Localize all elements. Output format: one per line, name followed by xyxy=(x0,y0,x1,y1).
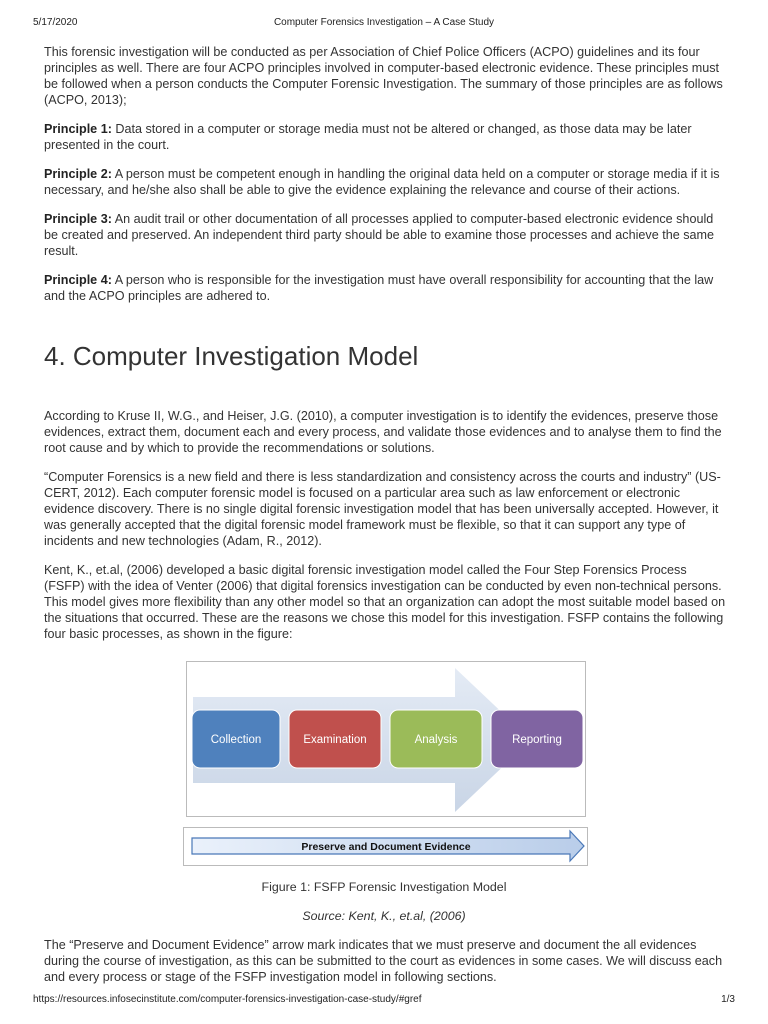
closing-paragraph: The “Preserve and Document Evidence” arrow mark indicates that we must preserve and document the all evidences during the course of investigation, as this can be submitted to the court as evidences in some cases. We will discuss each and every process or stage of the FSFP investigation model in following sections. xyxy=(44,938,723,984)
step-collection xyxy=(192,710,280,768)
principle-4-label: Principle 4: xyxy=(44,273,112,287)
principle-1-text: Data stored in a computer or storage media must not be altered or changed, as those data may be later presented in the court. xyxy=(44,122,692,152)
step-examination-label: Examination xyxy=(303,734,367,746)
footer-page-number: 1/3 xyxy=(721,994,735,1005)
paragraph-kent: Kent, K., et.al, (2006) developed a basic digital forensic investigation model called the Four Step Forensics Process (FSFP) with the idea of Venter (2006) that digital forensics investigation can be conducted by even non-technical persons. This model gives more flexibility than any other model so that an organization can adopt the most suitable model based on the situations that occurred. These are the reasons we chose this model for this investigation. FSFP contains the following four basic processes, as shown in the figure: xyxy=(44,563,726,641)
principle-3 xyxy=(44,211,728,259)
figure-caption: Figure 1: FSFP Forensic Investigation Model xyxy=(261,880,507,894)
step-analysis xyxy=(390,710,482,768)
principle-2 xyxy=(44,166,728,198)
header-date: 5/17/2020 xyxy=(33,17,78,28)
preserve-evidence-figure xyxy=(183,827,588,866)
principle-3-text: An audit trail or other documentation of all processes applied to computer-based electronic evidence should be created and preserved. An independent third party should be able to examine those processes and achieve the same result. xyxy=(44,212,715,258)
step-reporting xyxy=(491,710,583,768)
intro-paragraph: This forensic investigation will be conducted as per Association of Chief Police Officers (ACPO) guidelines and its four principles as well. There are four ACPO principles involved in computer-based electronic evidence. These principles must be followed when a person conducts the Computer Forensic Investigation. The summary of those principles are as follows (ACPO, 2013); xyxy=(44,45,723,107)
closing-section xyxy=(44,937,728,998)
footer-url[interactable]: https://resources.infosecinstitute.com/computer-forensics-investigation-case-study/#gref xyxy=(33,994,422,1005)
principle-2-label: Principle 2: xyxy=(44,167,112,181)
principle-1 xyxy=(44,121,728,153)
preserve-evidence-label: Preserve and Document Evidence xyxy=(301,841,471,853)
paragraph-us-cert: “Computer Forensics is a new field and there is less standardization and consistency across the courts and industry” (US-CERT, 2012). Each computer forensic model is focused on a particular area such as law enforcement or electronic evidence discovery. There is no single digital forensic investigation model that has been universally accepted. However, it was generally accepted that the digital forensic model framework must be flexible, so that it can support any type of incidents and new technologies (Adam, R., 2012). xyxy=(44,470,721,548)
step-examination xyxy=(289,710,381,768)
paragraph-kruse: According to Kruse II, W.G., and Heiser, J.G. (2010), a computer investigation is to identify the evidences, preserve those evidences, extract them, document each and every process, and validate those evidences and to analyse them to find the root cause and by which to provide the recommendations or solutions. xyxy=(44,409,722,455)
principle-2-text: A person must be competent enough in handling the original data held on a computer or storage media if it is necessary, and he/she also shall be able to give the evidence explaining the relevance and course of their actions. xyxy=(44,167,720,197)
step-analysis-label: Analysis xyxy=(414,734,458,746)
principle-3-label: Principle 3: xyxy=(44,212,112,226)
figure-source: Source: Kent, K., et.al, (2006) xyxy=(302,909,466,923)
step-collection-label: Collection xyxy=(210,734,262,746)
principle-4 xyxy=(44,272,728,304)
step-reporting-label: Reporting xyxy=(512,734,562,746)
fsfp-process-figure xyxy=(186,661,586,817)
article-body xyxy=(44,44,728,655)
principle-1-label: Principle 1: xyxy=(44,122,112,136)
header-title: Computer Forensics Investigation – A Case Study xyxy=(273,17,495,28)
section-title: 4. Computer Investigation Model xyxy=(44,341,419,371)
principle-4-text: A person who is responsible for the investigation must have overall responsibility for accounting that the law and the ACPO principles are adhered to. xyxy=(44,273,714,303)
